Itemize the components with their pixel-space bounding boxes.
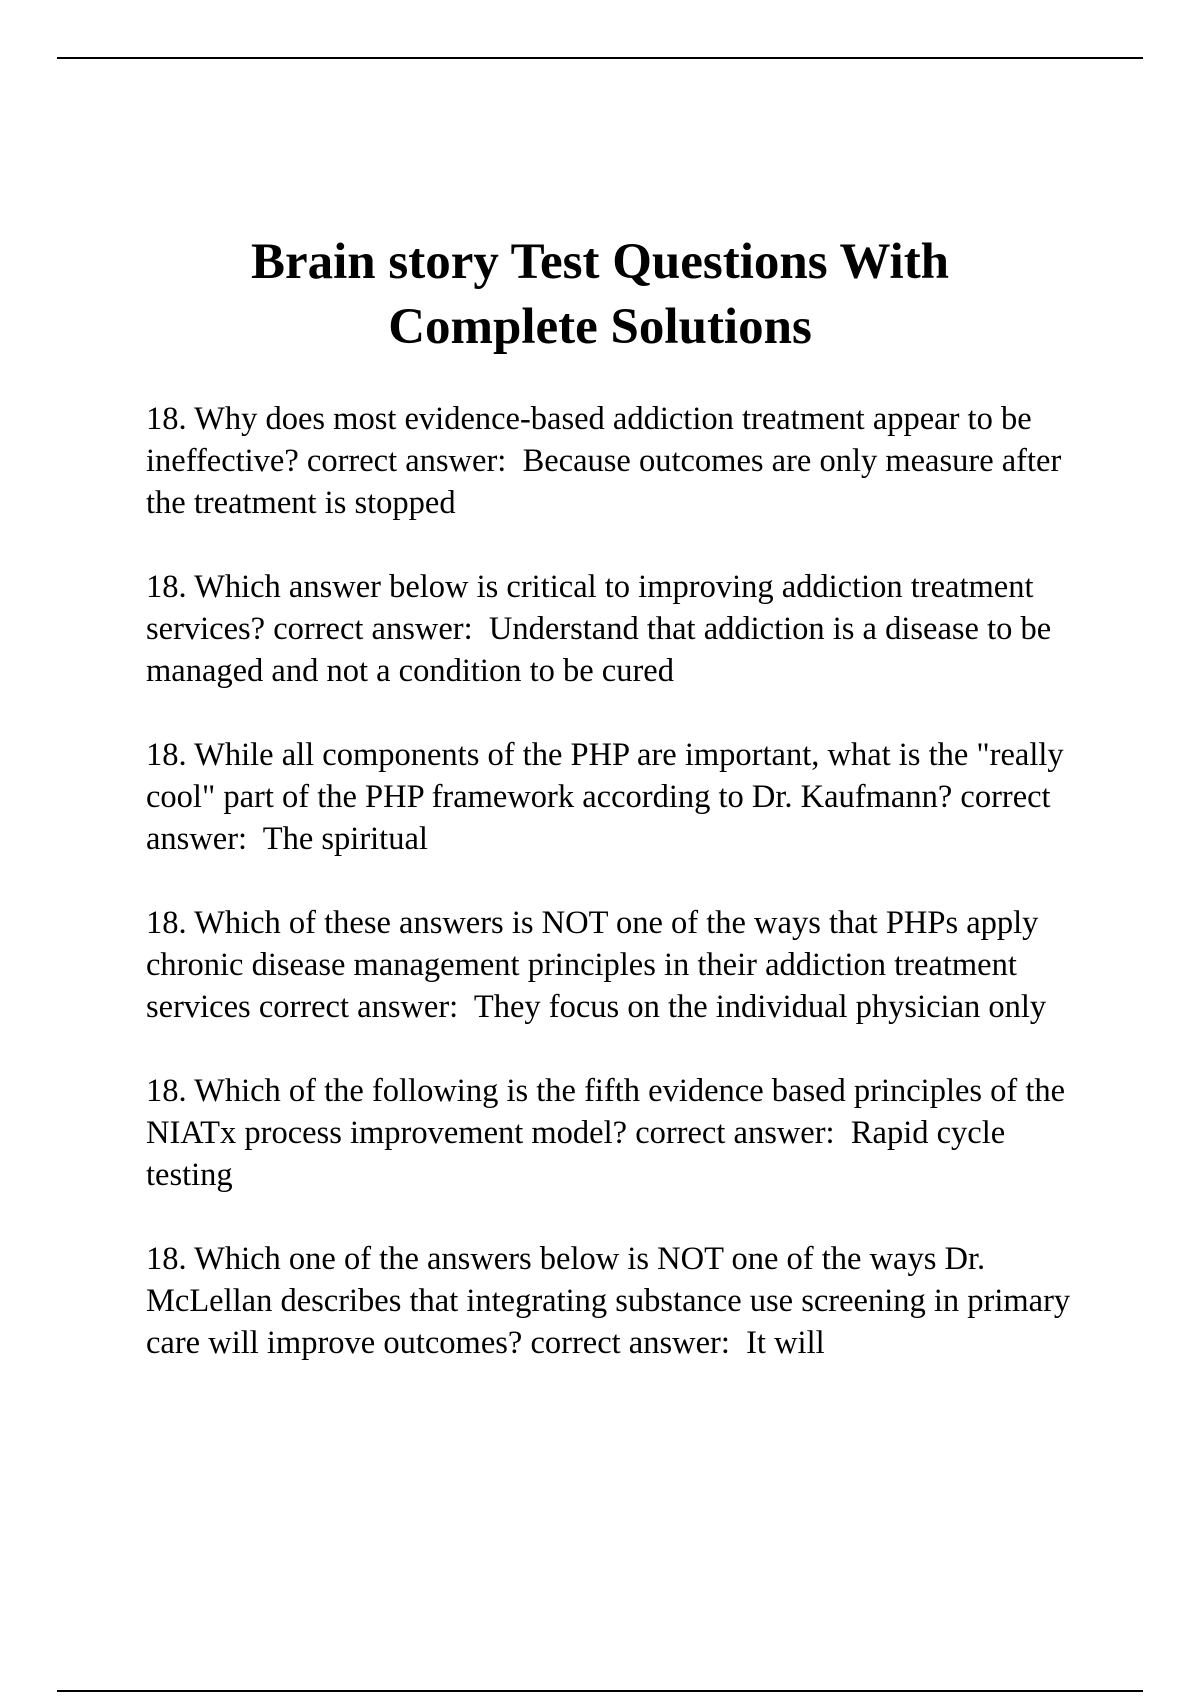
question-text: 18. Which of these answers is NOT one of the ways that PHPs apply chronic disease management principles in their addiction treatment services: [146, 905, 1039, 1025]
answer-label: correct answer:: [306, 443, 507, 479]
answer-label: correct answer:: [258, 989, 459, 1025]
title-line-2: Complete Solutions: [388, 299, 812, 355]
answer-label: correct answer:: [273, 611, 473, 647]
answer-text: The spiritual: [262, 821, 428, 857]
question-text: 18. While all components of the PHP are important, what is the "really cool" part of the PHP framework according to Dr. Kaufmann?: [146, 737, 1064, 815]
qa-item: [146, 1238, 1096, 1364]
top-rule: [57, 57, 1143, 59]
answer-label: correct answer:: [146, 779, 1051, 857]
question-text: 18. Which of the following is the fifth evidence based principles of the NIATx process improvement model?: [146, 1073, 1066, 1151]
question-text: 18. Why does most evidence-based addiction treatment appear to be ineffective?: [146, 401, 1032, 479]
qa-item: [146, 734, 1096, 860]
question-text: 18. Which answer below is critical to improving addiction treatment services?: [146, 569, 1034, 647]
answer-text: Rapid cycle testing: [146, 1115, 1006, 1193]
question-text: 18. Which one of the answers below is NOT one of the ways Dr. McLellan describes that integrating substance use screening in primary care will improve outcomes?: [146, 1241, 1071, 1361]
title-line-1: Brain story Test Questions With: [250, 234, 950, 290]
qa-item: [146, 566, 1096, 692]
answer-text: Because outcomes are only measure after the treatment is stopped: [146, 443, 1062, 521]
answer-text: Understand that addiction is a disease to be managed and not a condition to be cured: [146, 611, 1052, 689]
qa-item: [146, 1070, 1096, 1196]
answer-label: correct answer:: [530, 1325, 730, 1361]
page-title: [0, 230, 1200, 360]
answer-text: They focus on the individual physician only: [473, 989, 1047, 1025]
qa-list: [146, 398, 1096, 1406]
qa-item: [146, 902, 1096, 1028]
answer-text: It will: [746, 1325, 825, 1361]
answer-label: correct answer:: [635, 1115, 835, 1151]
qa-item: [146, 398, 1096, 524]
bottom-rule: [57, 1690, 1143, 1692]
